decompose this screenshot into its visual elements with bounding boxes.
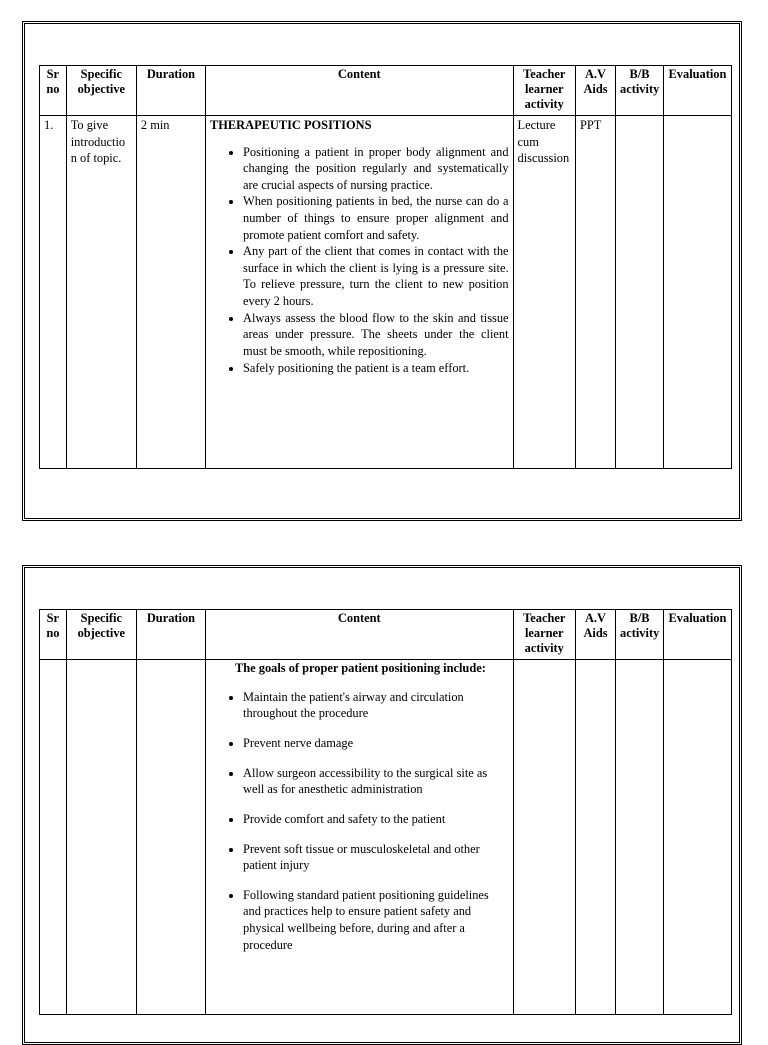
cell-bb-activity (616, 660, 664, 1015)
header-av-aids: A.V Aids (575, 610, 615, 660)
list-item: • Always assess the blood flow to the skin and tissue areas under pressure. The sheets under the client must be smooth, while repositioning. (243, 310, 509, 360)
list-item: • Positioning a patient in proper body alignment and changing the position regularly and systematically are crucial aspects of nursing practice. (243, 144, 509, 194)
list-item: • Prevent nerve damage (243, 735, 509, 752)
list-item: • Provide comfort and safety to the patient (243, 811, 509, 828)
header-sr-no: Sr no (40, 610, 67, 660)
list-item: • Prevent soft tissue or musculoskeletal and other patient injury (243, 841, 509, 874)
cell-content (206, 116, 514, 469)
header-teacher-learner-activity: Teacher learner activity (513, 610, 575, 660)
header-evaluation: Evaluation (663, 610, 731, 660)
header-sr-no: Sr no (40, 66, 67, 116)
header-duration: Duration (136, 610, 205, 660)
content-list (210, 144, 509, 377)
table-header-row (40, 66, 732, 116)
content-title: The goals of proper patient positioning include: (235, 661, 486, 675)
cell-content (206, 660, 514, 1015)
list-item: • Following standard patient positioning guidelines and practices help to ensure patient safety and physical wellbeing before, during and after a procedure (243, 887, 509, 953)
cell-sr-no: 1. (40, 116, 67, 469)
header-content: Content (206, 610, 514, 660)
lesson-plan-table-2 (39, 609, 732, 1015)
cell-specific-objective (66, 660, 136, 1015)
header-content: Content (206, 66, 514, 116)
header-duration: Duration (136, 66, 205, 116)
cell-av-aids: PPT (575, 116, 615, 469)
header-specific-objective: Specific objective (66, 66, 136, 116)
list-item: • Maintain the patient's airway and circulation throughout the procedure (243, 689, 509, 722)
cell-duration: 2 min (136, 116, 205, 469)
lesson-plan-table-1 (39, 65, 732, 469)
cell-evaluation (663, 660, 731, 1015)
list-item: • Allow surgeon accessibility to the surgical site as well as for anesthetic administration (243, 765, 509, 798)
lesson-plan-page-1 (22, 21, 742, 521)
cell-duration (136, 660, 205, 1015)
header-av-aids: A.V Aids (575, 66, 615, 116)
cell-teacher-learner-activity: Lecture cum discussion (513, 116, 575, 469)
lesson-plan-page-2 (22, 565, 742, 1045)
header-bb-activity: B/B activity (616, 610, 664, 660)
cell-evaluation (663, 116, 731, 469)
content-title: THERAPEUTIC POSITIONS (210, 118, 372, 132)
table-row (40, 116, 732, 469)
list-item: • When positioning patients in bed, the nurse can do a number of things to ensure proper alignment and promote patient comfort and safety. (243, 193, 509, 243)
table-row (40, 660, 732, 1015)
table-header-row (40, 610, 732, 660)
header-evaluation: Evaluation (663, 66, 731, 116)
list-item: • Any part of the client that comes in contact with the surface in which the client is lying is a pressure site. To relieve pressure, turn the client to new position every 2 hours. (243, 243, 509, 309)
cell-teacher-learner-activity (513, 660, 575, 1015)
content-list (210, 689, 509, 953)
cell-sr-no (40, 660, 67, 1015)
header-specific-objective: Specific objective (66, 610, 136, 660)
header-teacher-learner-activity: Teacher learner activity (513, 66, 575, 116)
cell-specific-objective: To give introductio n of topic. (66, 116, 136, 469)
cell-av-aids (575, 660, 615, 1015)
header-bb-activity: B/B activity (616, 66, 664, 116)
cell-bb-activity (616, 116, 664, 469)
list-item: • Safely positioning the patient is a team effort. (243, 360, 509, 377)
